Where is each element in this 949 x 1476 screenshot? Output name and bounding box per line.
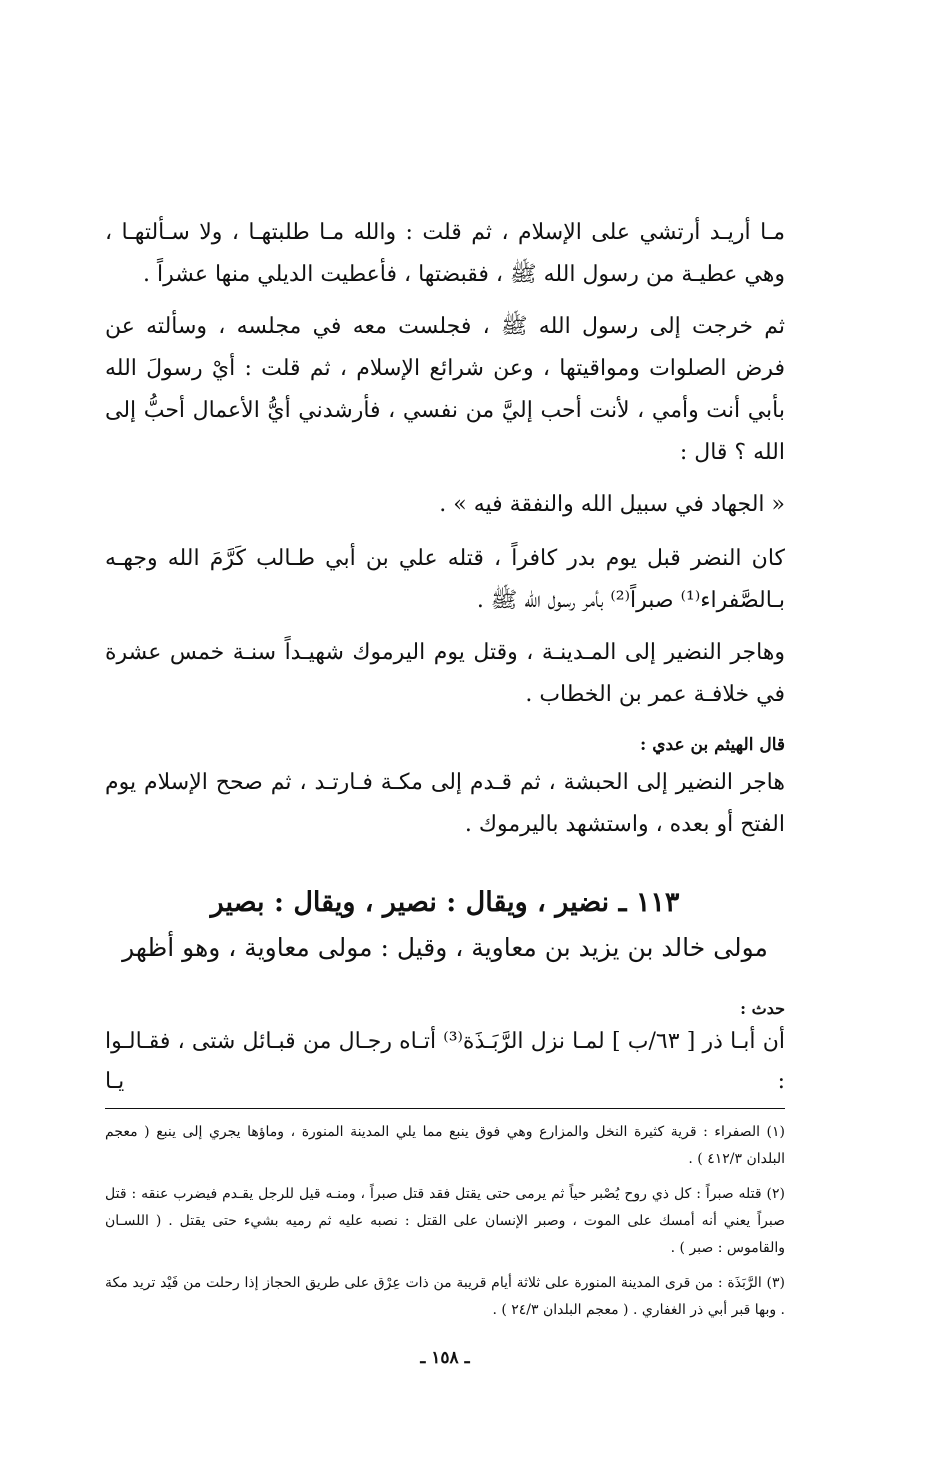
footnote-3: (٣) الرَّبَذَة : من قرى المدينة المنورة على ثلاثة أيام قريبة من ذات عِرْق على طريق الحجاز إذا رحلت من فَيْد تريد مكة . وبها قبر أبي ذر الغفاري . ( معجم البلدان ٢٤/٣ ) . xyxy=(105,1275,785,1318)
footnote-divider xyxy=(105,1108,785,1109)
paragraph-4: وهاجر النضير إلى المـدينـة ، وقتل يوم اليرموك شهيـداً سنـة خمس عشرة في خلافـة عمر بن الخطاب . xyxy=(105,640,785,707)
page-content xyxy=(105,212,785,1368)
speaker-label: قال الهيثم بن عدي : xyxy=(640,735,785,755)
footnote-1: (١) الصفراء : قرية كثيرة النخل والمزارع وهي فوق ينبع مما يلي المدينة المنورة ، وماؤها يجري إلى ينبع ( معجم البلدان ٤١٢/٣ ) . xyxy=(105,1124,785,1167)
speaker-text: هاجر النضير إلى الحبشة ، ثم قـدم إلى مكـة فـارتـد ، ثم صحح الإسلام يوم الفتح أو بعده ، واستشهد باليرموك . xyxy=(105,770,785,837)
section-heading xyxy=(105,880,785,970)
paragraph-1: مـا أريـد أرتشي على الإسلام ، ثم قلت : والله مـا طلبتهـا ، ولا سـألتهـا ، وهي عطيـة من رسول الله ﷺ ، فقبضتها ، فأعطيت الديلي منها عشراً . xyxy=(105,220,785,287)
narration-label: حدث : xyxy=(740,999,785,1018)
section-subtitle: مولى خالد بن يزيد بن معاوية ، وقيل : مولى معاوية ، وهو أظهر xyxy=(122,933,768,962)
paragraph-3: كان النضر قبل يوم بدر كافراً ، قتله علي بن أبي طـالب كَرَّمَ الله وجهـه بـالصَّفراء⁽¹⁾ صبراً⁽²⁾ بأمر رسول الله ﷺ . xyxy=(105,546,785,613)
narration-text: أن أبـا ذر [ ٦٣/ب ] لمـا نزل الرَّبَـذَة⁽³⁾ أتـاه رجـال من قبـائل شتى ، فقـالـوا : يـا xyxy=(105,1029,786,1094)
footnote-2: (٢) قتله صبراً : كل ذي روح يُصْبر حياً ثم يرمى حتى يقتل فقد قتل صبراً ، ومنـه قيل للرجل يقـدم فيضرب عنقه : قتل صبراً يعني أنه أمسك على الموت ، وصبر الإنسان على القتل : نصبه عليه ثم رميه بشيء حتى يقتل . ( اللسـان والقاموس : صبر ) . xyxy=(105,1186,785,1256)
page-number: ـ ١٥٨ ـ xyxy=(420,1348,470,1368)
section-title: ١١٣ ـ نضير ، ويقال : نصير ، ويقال : بصير xyxy=(210,887,680,918)
hadith-quote: « الجهاد في سبيل الله والنفقة فيه » . xyxy=(439,492,785,517)
paragraph-2: ثم خرجت إلى رسول الله ﷺ ، فجلست معه في مجلسه ، وسألته عن فرض الصلوات ومواقيتها ، وعن شرائع الإسلام ، ثم قلت : أيْ رسولَ الله بأبي أنت وأمي ، لأنت أحب إليَّ من نفسي ، فأرشدني أيُّ الأعمال أحبُّ إلى الله ؟ قال : xyxy=(105,314,785,465)
